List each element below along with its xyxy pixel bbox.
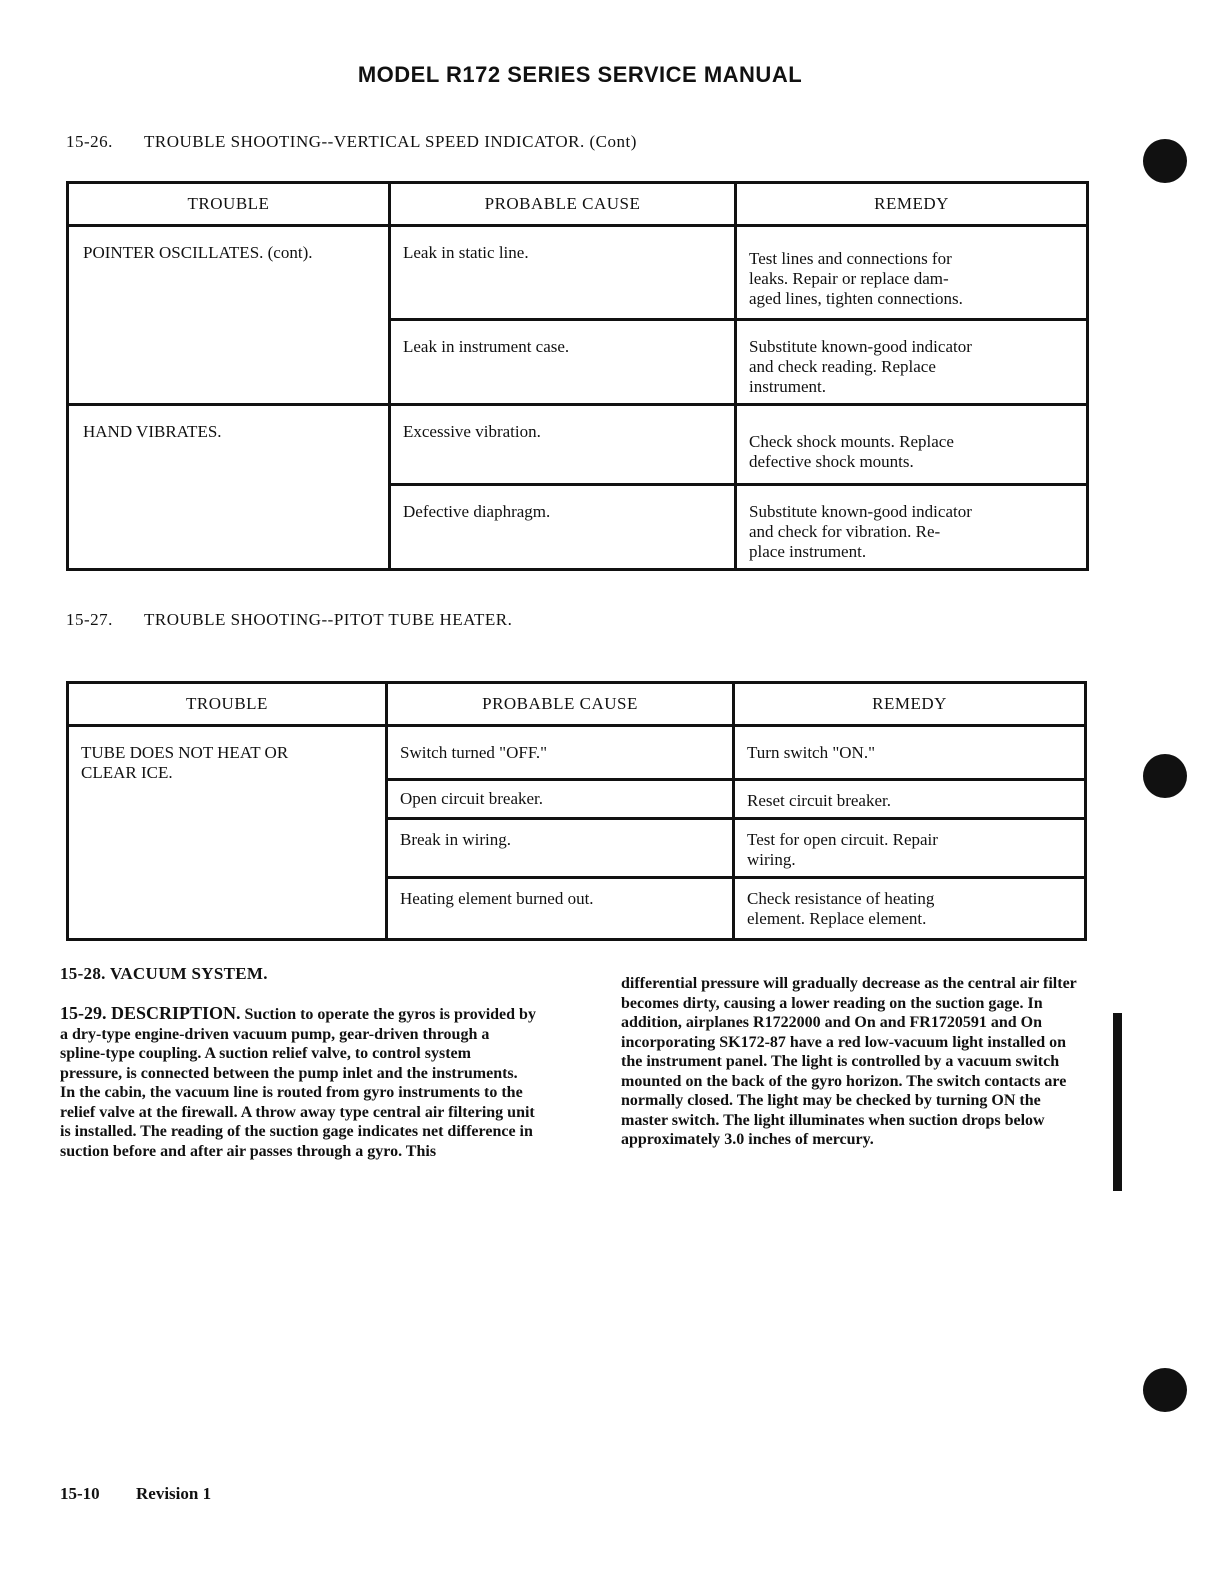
description-text-right: differential pressure will gradually decrease as the central air filter becomes dirty, causing a lower reading on the suction gage. In addition, airplanes R1722000 and On and FR1720591 and On incorporating SK172-87 have a red low-vacuum light installed on the instrument panel. The light is controlled by a vacuum switch mounted on the back of the gyro horizon. The switch contacts are normally closed. The light may be checked by turning ON the master switch. The light illuminates when suction drops below approximately 3.0 inches of mercury.: [621, 975, 1077, 1148]
table-row: [68, 726, 1086, 780]
remedy-cell: Substitute known-good indicator and check reading. Replace instrument.: [736, 320, 1088, 405]
table-header-row: [68, 683, 1086, 726]
remedy-cell: Reset circuit breaker.: [734, 780, 1086, 819]
column-header: REMEDY: [734, 683, 1086, 726]
cause-cell: Break in wiring.: [387, 819, 734, 878]
revision-label: Revision 1: [136, 1484, 212, 1503]
page-footer: [60, 1484, 211, 1504]
binder-hole-mark: [1143, 754, 1187, 798]
page-title: MODEL R172 SERIES SERVICE MANUAL: [357, 62, 803, 87]
remedy-cell: Test for open circuit. Repair wiring.: [734, 819, 1086, 878]
remedy-cell: Test lines and connections for leaks. Repair or replace dam- aged lines, tighten connections.: [736, 226, 1088, 320]
column-header: PROBABLE CAUSE: [387, 683, 734, 726]
binder-hole-mark: [1143, 1368, 1187, 1412]
column-header: PROBABLE CAUSE: [390, 183, 736, 226]
cause-cell: Defective diaphragm.: [390, 485, 736, 570]
section-title: TROUBLE SHOOTING--VERTICAL SPEED INDICATOR. (Cont): [144, 132, 637, 151]
section-15-28-heading: 15-28. VACUUM SYSTEM.: [60, 964, 268, 983]
section-15-27-heading: [66, 610, 512, 630]
remedy-cell: Check resistance of heating element. Replace element.: [734, 878, 1086, 940]
binder-hole-mark: [1143, 139, 1187, 183]
table-row: [68, 405, 1088, 485]
remedy-cell: Substitute known-good indicator and check for vibration. Re- place instrument.: [736, 485, 1088, 570]
trouble-cell: POINTER OSCILLATES. (cont).: [68, 226, 390, 405]
section-title: TROUBLE SHOOTING--PITOT TUBE HEATER.: [144, 610, 513, 629]
cause-cell: Leak in static line.: [390, 226, 736, 320]
trouble-cell: TUBE DOES NOT HEAT OR CLEAR ICE.: [68, 726, 387, 940]
pitot-heater-troubleshooting-table: [66, 681, 1087, 941]
cause-cell: Open circuit breaker.: [387, 780, 734, 819]
cause-cell: Leak in instrument case.: [390, 320, 736, 405]
column-header: REMEDY: [736, 183, 1088, 226]
remedy-cell: Check shock mounts. Replace defective shock mounts.: [736, 405, 1088, 485]
section-number: 15-27.: [66, 610, 113, 629]
description-left-column: [60, 1004, 536, 1161]
description-text-left: Suction to operate the gyros is provided by a dry-type engine-driven vacuum pump, gear-driven through a spline-type coupling. A suction relief valve, to control system pressure, is connected between the pump inlet and the instruments. In the cabin, the vacuum line is routed from gyro instruments to the relief valve at the firewall. A throw away type central air filtering unit is installed. The reading of the suction gage indicates net difference in suction before and after air passes through a gyro. This: [60, 1006, 536, 1160]
cause-cell: Switch turned "OFF.": [387, 726, 734, 780]
table-header-row: [68, 183, 1088, 226]
revision-bar: [1113, 1013, 1122, 1191]
remedy-cell: Turn switch "ON.": [734, 726, 1086, 780]
column-header: TROUBLE: [68, 683, 387, 726]
section-15-29-lead: 15-29. DESCRIPTION.: [60, 1003, 241, 1023]
vsi-troubleshooting-table: [66, 181, 1089, 571]
description-right-column: [621, 974, 1081, 1150]
cause-cell: Heating element burned out.: [387, 878, 734, 940]
trouble-cell: HAND VIBRATES.: [68, 405, 390, 570]
cause-cell: Excessive vibration.: [390, 405, 736, 485]
section-number: 15-26.: [66, 132, 113, 151]
section-15-26-heading: [66, 132, 637, 152]
column-header: TROUBLE: [68, 183, 390, 226]
page-number: 15-10: [60, 1484, 100, 1503]
table-row: [68, 226, 1088, 320]
